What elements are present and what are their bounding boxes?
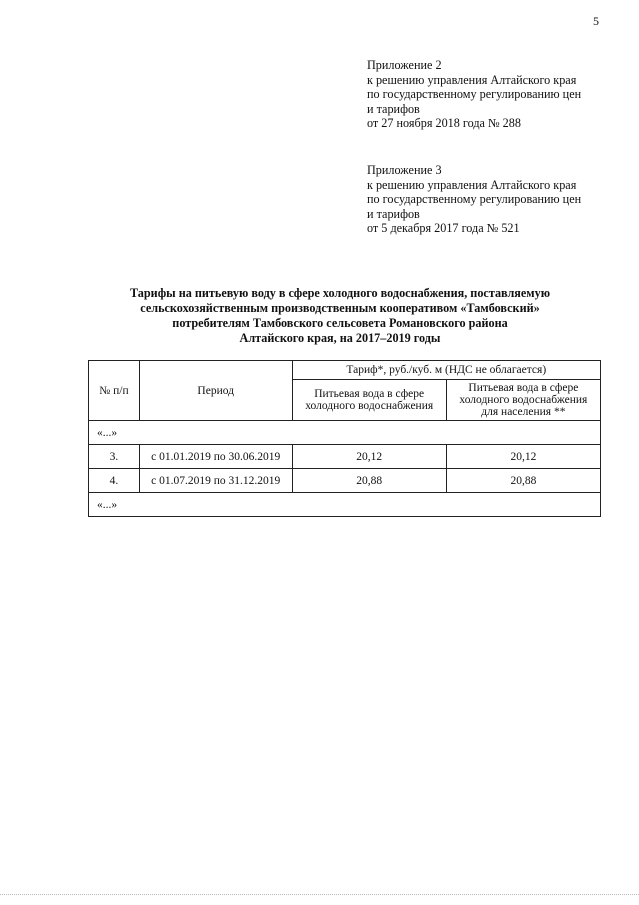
row-number: 4. xyxy=(89,469,140,493)
appendix-3-header xyxy=(367,163,617,236)
header-period: Период xyxy=(139,361,292,421)
appendix-2-line: к решению управления Алтайского края xyxy=(367,72,577,87)
row-population-tariff: 20,12 xyxy=(446,445,600,469)
row-water-tariff: 20,88 xyxy=(292,469,446,493)
page-number: 5 xyxy=(593,14,599,28)
appendix-2-line: по государственному регулированию цен xyxy=(367,87,582,101)
row-number: 3. xyxy=(89,445,140,469)
header-population-line: Питьевая вода в сфере xyxy=(468,382,579,394)
appendix-2-line: от 27 ноября 2018 года № 288 xyxy=(367,116,521,130)
tariff-table xyxy=(88,360,601,517)
title-line: Тарифы на питьевую воду в сфере холодного водоснабжения, поставляемую xyxy=(129,286,551,300)
title-line: потребителям Тамбовского сельсовета Романовского района xyxy=(172,316,508,330)
row-period: с 01.01.2019 по 30.06.2019 xyxy=(139,445,292,469)
row-water-tariff: 20,12 xyxy=(292,445,446,469)
appendix-2-line: и тарифов xyxy=(367,101,420,116)
header-number: № п/п xyxy=(89,361,140,421)
appendix-3-line: к решению управления Алтайского края xyxy=(367,177,577,192)
header-water: Питьевая вода в сфере холодного водоснабжения xyxy=(292,380,446,421)
header-tariff-group: Тариф*, руб./куб. м (НДС не облагается) xyxy=(292,361,600,380)
appendix-3-line: Приложение 3 xyxy=(367,163,442,177)
appendix-2-line: Приложение 2 xyxy=(367,58,442,72)
table-row xyxy=(89,445,601,469)
appendix-2-header xyxy=(367,58,617,131)
ellipsis-row-bottom: «...» xyxy=(89,493,601,517)
table-row xyxy=(89,469,601,493)
document-title xyxy=(80,286,600,346)
title-line: сельскохозяйственным производственным кооперативом «Тамбовский» xyxy=(140,301,540,315)
title-line: Алтайского края, на 2017–2019 годы xyxy=(239,331,441,345)
ellipsis-row-top: «...» xyxy=(89,421,601,445)
appendix-3-line: от 5 декабря 2017 года № 521 xyxy=(367,221,520,235)
header-population xyxy=(446,380,600,421)
row-population-tariff: 20,88 xyxy=(446,469,600,493)
appendix-3-line: и тарифов xyxy=(367,206,420,221)
appendix-3-line: по государственному регулированию цен xyxy=(367,192,582,206)
header-population-line: холодного водоснабжения xyxy=(459,394,588,406)
page-bottom-edge xyxy=(0,894,639,895)
row-period: с 01.07.2019 по 31.12.2019 xyxy=(139,469,292,493)
header-population-line: для населения ** xyxy=(481,406,566,418)
